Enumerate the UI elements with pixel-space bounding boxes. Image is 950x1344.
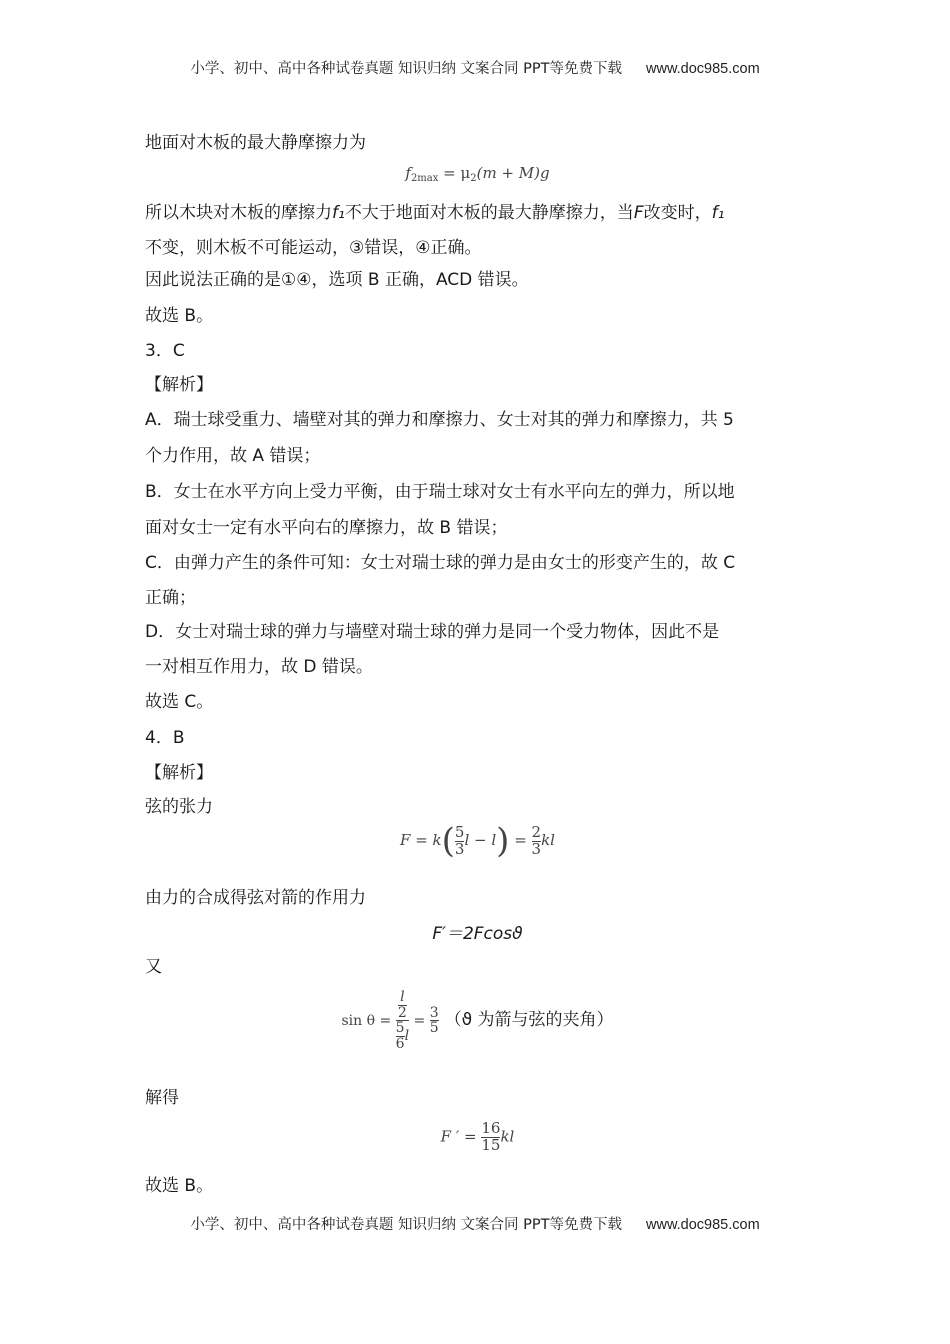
text-line: 地面对木板的最大静摩擦力为 (145, 133, 366, 153)
text-line: 不变，则木板不可能运动，③错误，④正确。 (145, 238, 482, 258)
footer-url[interactable]: www.doc985.com (646, 1217, 760, 1233)
text-line: 故选 C。 (145, 692, 214, 712)
equation-resultant-force: F′＝2Fcosϑ (432, 924, 523, 944)
question-number: 4．B (145, 728, 185, 748)
text-line: 正确； (145, 588, 196, 608)
text-line: 一对相互作用力，故 D 错误。 (145, 657, 373, 677)
text-line: 解得 (145, 1088, 179, 1108)
text-line: C．由弹力产生的条件可知：女士对瑞士球的弹力是由女士的形变产生的，故 C (145, 553, 736, 573)
question-number: 3．C (145, 341, 185, 361)
section-heading: 【解析】 (145, 375, 213, 395)
section-heading: 【解析】 (145, 763, 213, 783)
text-line: 由力的合成得弦对箭的作用力 (145, 888, 366, 908)
text-line: B．女士在水平方向上受力平衡，由于瑞士球对女士有水平向左的弹力，所以地 (145, 482, 735, 502)
text-line: 所以木块对木板的摩擦力f₁不大于地面对木板的最大静摩擦力，当F改变时，f₁ (145, 203, 725, 223)
text-line: A．瑞士球受重力、墙壁对其的弹力和摩擦力、女士对其的弹力和摩擦力，共 5 (145, 410, 734, 430)
equation-string-tension: F = k( $\frac{5}{3}$ l − l) = $\frac{2}{3}$ kl (400, 821, 555, 861)
page-footer (0, 1213, 950, 1234)
text-line: 个力作用，故 A 错误； (145, 446, 321, 466)
text-line: 故选 B。 (145, 306, 214, 326)
header-text: 小学、初中、高中各种试卷真题 知识归纳 文案合同 PPT等免费下载 (190, 61, 623, 77)
text-line: 又 (145, 957, 162, 977)
header-url[interactable]: www.doc985.com (646, 61, 760, 77)
text-line: 弦的张力 (145, 797, 213, 817)
equation-sine-angle: sin θ = $\frac{l}{2}$ $\frac{5}{6}$ l = $\frac{3}{5}$ （ϑ 为箭与弦的夹角） (341, 989, 614, 1053)
equation-result: F ′ = $\frac{16}{15}$ kl (440, 1119, 515, 1154)
text-line: D．女士对瑞士球的弹力与墙壁对瑞士球的弹力是同一个受力物体，因此不是 (145, 622, 720, 642)
text-line: 面对女士一定有水平向右的摩擦力，故 B 错误； (145, 518, 508, 538)
equation-max-static-friction: $f_{2max} = \mu_2(m + M)g$ (405, 164, 550, 184)
page-header (0, 57, 950, 78)
footer-text: 小学、初中、高中各种试卷真题 知识归纳 文案合同 PPT等免费下载 (190, 1217, 623, 1233)
text-line: 故选 B。 (145, 1176, 214, 1196)
angle-note: （ϑ 为箭与弦的夹角） (444, 1009, 614, 1030)
text-line: 因此说法正确的是①④，选项 B 正确，ACD 错误。 (145, 270, 529, 290)
